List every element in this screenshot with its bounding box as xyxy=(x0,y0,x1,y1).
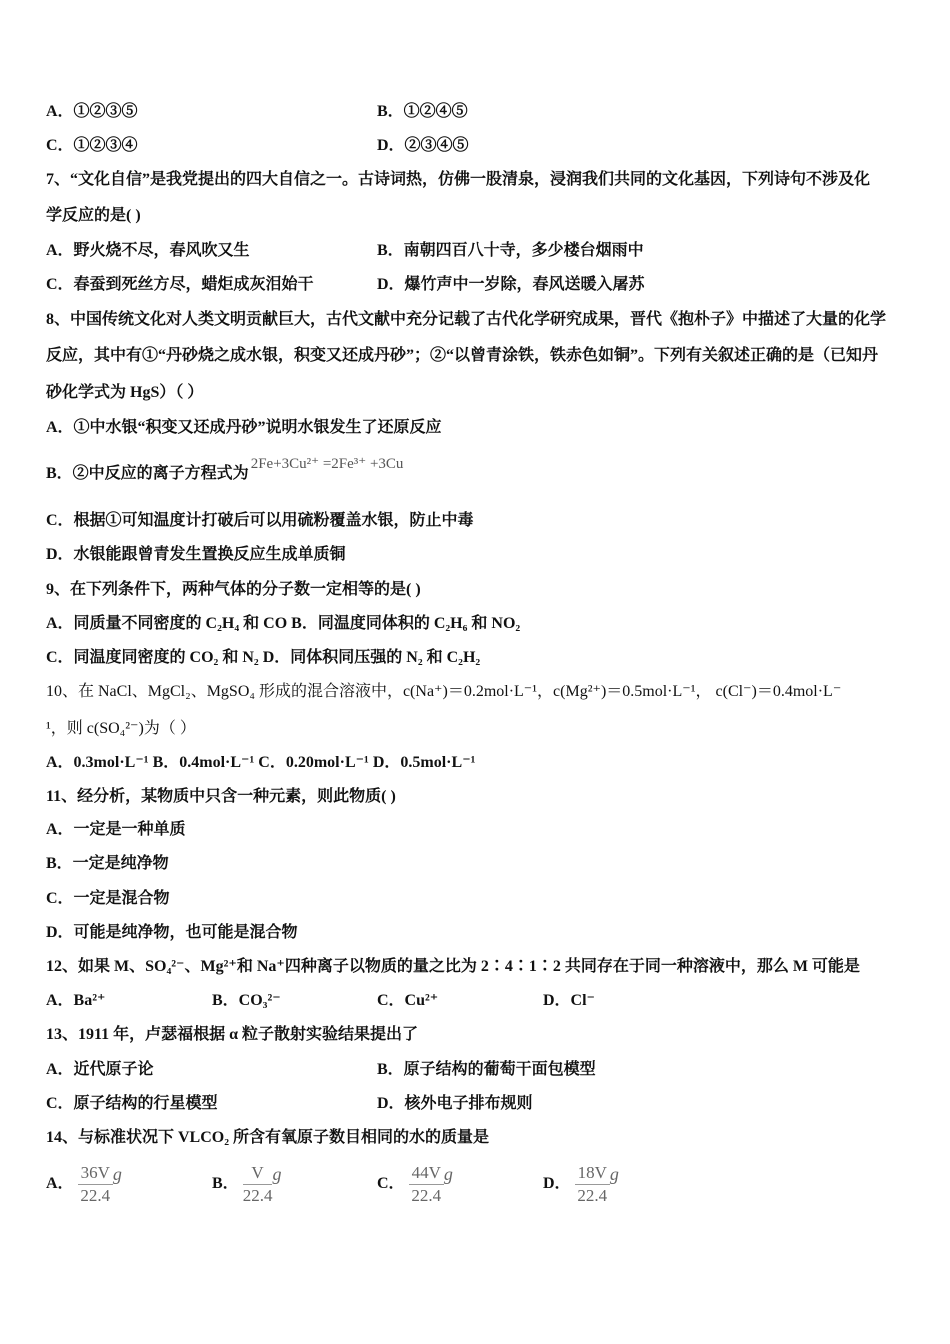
q14-stem: 14、与标准状况下 VLCO₂ 所含有氧原子数目相同的水的质量是 xyxy=(46,1129,490,1146)
q14-option-a xyxy=(46,1162,122,1207)
q8-stem-cont2: 砂化学式为 HgS）（ ） xyxy=(46,384,204,401)
q7-option-c: C．春蚕到死丝方尽，蜡炬成灰泪始干 xyxy=(46,276,314,293)
option-label: A． xyxy=(46,1175,74,1193)
denominator: 22.4 xyxy=(80,1186,111,1205)
q9-stem: 9、在下列条件下，两种气体的分子数一定相等的是( ) xyxy=(46,581,421,598)
q11-option-c: C．一定是混合物 xyxy=(46,890,170,907)
q13-option-c: C．原子结构的行星模型 xyxy=(46,1095,218,1112)
q12-stem: 12、如果 M、SO₄²⁻、Mg²⁺和 Na⁺四种离子以物质的量之比为 2∶4∶1∶2 共同存在于同一种溶液中，那么 M 可能是 xyxy=(46,958,860,975)
q7-option-d: D．爆竹声中一岁除，春风送暖入屠苏 xyxy=(377,276,645,293)
q8-option-b-text: B．②中反应的离子方程式为 xyxy=(46,465,249,482)
numerator: V xyxy=(243,1162,273,1185)
q14-option-b xyxy=(212,1162,281,1207)
q13-option-b: B．原子结构的葡萄干面包模型 xyxy=(377,1061,596,1078)
q8-stem: 8、中国传统文化对人类文明贡献巨大，古代文献中充分记载了古代化学研究成果，晋代《抱朴子》中描述了大量的化学 xyxy=(46,311,887,328)
q12-option-b: B．CO₃²⁻ xyxy=(212,992,281,1009)
q7-option-b: B．南朝四百八十寺，多少楼台烟雨中 xyxy=(377,242,644,259)
q11-stem: 11、经分析，某物质中只含一种元素，则此物质( ) xyxy=(46,788,396,805)
unit: g xyxy=(609,1164,619,1185)
q7-option-a: A．野火烧不尽，春风吹又生 xyxy=(46,242,250,259)
ionic-equation: 2Fe+3Cu²⁺ =2Fe³⁺ +3Cu xyxy=(250,456,404,472)
q7-stem-cont: 学反应的是( ) xyxy=(46,207,141,224)
option-label: D． xyxy=(543,1175,571,1193)
denominator: 22.4 xyxy=(242,1186,273,1205)
q6-option-a: A．①②③⑤ xyxy=(46,103,138,120)
numerator: 44V xyxy=(409,1162,444,1185)
option-label: B． xyxy=(212,1175,239,1193)
q6-option-c: C．①②③④ xyxy=(46,137,138,154)
q13-stem: 13、1911 年，卢瑟福根据 α 粒子散射实验结果提出了 xyxy=(46,1026,419,1043)
unit: g xyxy=(443,1164,453,1185)
q8-stem-cont: 反应，其中有①“丹砂烧之成水银，积变又还成丹砂”；②“以曾青涂铁，铁赤色如铜”。下列有关叙述正确的是（已知丹 xyxy=(46,347,879,364)
q6-option-d: D．②③④⑤ xyxy=(377,137,469,154)
denominator: 22.4 xyxy=(411,1186,442,1205)
q7-stem: 7、“文化自信”是我党提出的四大自信之一。古诗词热，仿佛一股清泉，浸润我们共同的文化基因，下列诗句不涉及化 xyxy=(46,171,871,188)
q14-option-d xyxy=(543,1162,619,1207)
fraction xyxy=(575,1162,610,1207)
q12-option-c: C．Cu²⁺ xyxy=(377,992,439,1009)
q8-option-a: A．①中水银“积变又还成丹砂”说明水银发生了还原反应 xyxy=(46,419,442,436)
fraction xyxy=(78,1162,113,1207)
q9-options-ab: A．同质量不同密度的 C₂H₄ 和 CO B．同温度同体积的 C₂H₆ 和 NO₂ xyxy=(46,615,521,632)
q6-option-b: B．①②④⑤ xyxy=(377,103,468,120)
q8-option-b xyxy=(46,456,404,484)
q8-option-d: D．水银能跟曾青发生置换反应生成单质铜 xyxy=(46,546,346,563)
option-label: C． xyxy=(377,1175,405,1193)
q12-option-a: A．Ba²⁺ xyxy=(46,992,106,1009)
q10-stem-cont: ¹，则 c(SO₄²⁻)为（ ） xyxy=(46,720,196,737)
q11-option-b: B．一定是纯净物 xyxy=(46,855,169,872)
numerator: 18V xyxy=(575,1162,610,1185)
q13-option-a: A．近代原子论 xyxy=(46,1061,154,1078)
q8-option-c: C．根据①可知温度计打破后可以用硫粉覆盖水银，防止中毒 xyxy=(46,512,474,529)
q12-option-d: D．Cl⁻ xyxy=(543,992,596,1009)
unit: g xyxy=(272,1164,282,1185)
unit: g xyxy=(112,1164,122,1185)
fraction xyxy=(243,1162,273,1207)
q11-option-a: A．一定是一种单质 xyxy=(46,821,186,838)
q10-stem: 10、在 NaCl、MgCl₂、MgSO₄ 形成的混合溶液中，c(Na⁺)＝0.2mol·L⁻¹，c(Mg²⁺)＝0.5mol·L⁻¹， c(Cl⁻)＝0.4mol·L⁻ xyxy=(46,683,842,700)
denominator: 22.4 xyxy=(577,1186,608,1205)
q14-option-c xyxy=(377,1162,453,1207)
numerator: 36V xyxy=(78,1162,113,1185)
fraction xyxy=(409,1162,444,1207)
q9-options-cd: C．同温度同密度的 CO₂ 和 N₂ D．同体积同压强的 N₂ 和 C₂H₂ xyxy=(46,649,481,666)
q11-option-d: D．可能是纯净物，也可能是混合物 xyxy=(46,924,298,941)
q13-option-d: D．核外电子排布规则 xyxy=(377,1095,533,1112)
q10-options: A．0.3mol·L⁻¹ B．0.4mol·L⁻¹ C．0.20mol·L⁻¹ D．0.5mol·L⁻¹ xyxy=(46,754,476,771)
